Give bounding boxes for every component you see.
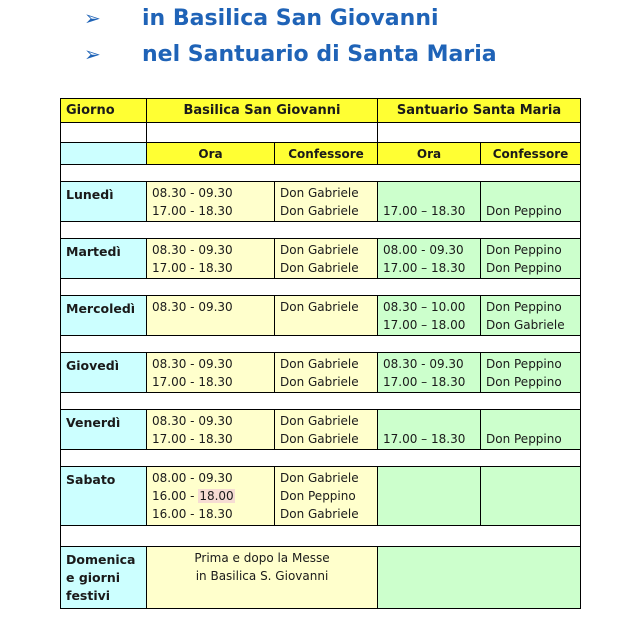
arrow-right-icon: ➢ [84, 6, 101, 30]
santuario-confessore: Don Peppino Don Gabriele [481, 296, 581, 336]
basilica-ora: 08.30 - 09.30 17.00 - 18.30 [147, 182, 275, 222]
subheader-ora: Ora [378, 143, 481, 165]
day-label: Venerdì [61, 410, 147, 450]
santuario-ora: 08.30 - 09.30 17.00 – 18.30 [378, 353, 481, 393]
row-giovedi [61, 353, 581, 393]
header-row [61, 99, 581, 123]
subheader-ora: Ora [147, 143, 275, 165]
bullet-basilica [84, 0, 497, 36]
basilica-ora: 08.30 - 09.30 [147, 296, 275, 336]
basilica-note: Prima e dopo la Messe in Basilica S. Giovanni [147, 547, 378, 609]
bullet-text: in Basilica San Giovanni [142, 5, 439, 31]
subheader-row [61, 143, 581, 165]
basilica-ora: 08.30 - 09.30 17.00 - 18.30 [147, 410, 275, 450]
header-basilica: Basilica San Giovanni [147, 99, 378, 123]
blank-row [61, 123, 581, 143]
highlighted-time: 18.00 [199, 489, 234, 503]
basilica-confessore: Don Gabriele Don Peppino Don Gabriele [275, 467, 378, 526]
spacer-row [61, 393, 581, 410]
basilica-confessore: Don Gabriele Don Gabriele [275, 182, 378, 222]
spacer-row [61, 165, 581, 182]
row-mercoledi [61, 296, 581, 336]
santuario-confessore: Don Peppino Don Peppino [481, 353, 581, 393]
santuario-empty [378, 547, 581, 609]
spacer-row [61, 336, 581, 353]
spacer-row [61, 526, 581, 547]
day-label: Lunedì [61, 182, 147, 222]
basilica-ora: 08.30 - 09.30 17.00 - 18.30 [147, 353, 275, 393]
day-label: Martedì [61, 239, 147, 279]
santuario-confessore: Don Peppino [481, 410, 581, 450]
basilica-ora: 08.00 - 09.30 16.00 - 18.00 16.00 - 18.30 [147, 467, 275, 526]
row-martedi [61, 239, 581, 279]
basilica-confessore: Don Gabriele Don Gabriele [275, 410, 378, 450]
row-venerdi [61, 410, 581, 450]
row-lunedi [61, 182, 581, 222]
bullet-list [84, 0, 497, 72]
santuario-confessore: Don Peppino [481, 182, 581, 222]
santuario-confessore: Don Peppino Don Peppino [481, 239, 581, 279]
basilica-confessore: Don Gabriele [275, 296, 378, 336]
basilica-confessore: Don Gabriele Don Gabriele [275, 239, 378, 279]
day-label: Mercoledì [61, 296, 147, 336]
day-label: Giovedì [61, 353, 147, 393]
spacer-row [61, 279, 581, 296]
arrow-right-icon: ➢ [84, 42, 101, 66]
subheader-confessore: Confessore [275, 143, 378, 165]
spacer-row [61, 450, 581, 467]
spacer-row [61, 222, 581, 239]
santuario-ora: 17.00 – 18.30 [378, 410, 481, 450]
confession-schedule-table [60, 98, 581, 609]
basilica-ora: 08.30 - 09.30 17.00 - 18.30 [147, 239, 275, 279]
santuario-ora: 08.30 – 10.00 17.00 – 18.00 [378, 296, 481, 336]
santuario-ora: 17.00 – 18.30 [378, 182, 481, 222]
basilica-confessore: Don Gabriele Don Gabriele [275, 353, 378, 393]
header-giorno: Giorno [61, 99, 147, 123]
santuario-ora [378, 467, 481, 526]
bullet-text: nel Santuario di Santa Maria [142, 41, 497, 67]
bullet-santuario [84, 36, 497, 72]
santuario-confessore [481, 467, 581, 526]
header-santuario: Santuario Santa Maria [378, 99, 581, 123]
santuario-ora: 08.00 - 09.30 17.00 – 18.30 [378, 239, 481, 279]
row-domenica [61, 547, 581, 609]
day-label: Sabato [61, 467, 147, 526]
subheader-confessore: Confessore [481, 143, 581, 165]
row-sabato [61, 467, 581, 526]
day-label: Domenica e giorni festivi [61, 547, 147, 609]
